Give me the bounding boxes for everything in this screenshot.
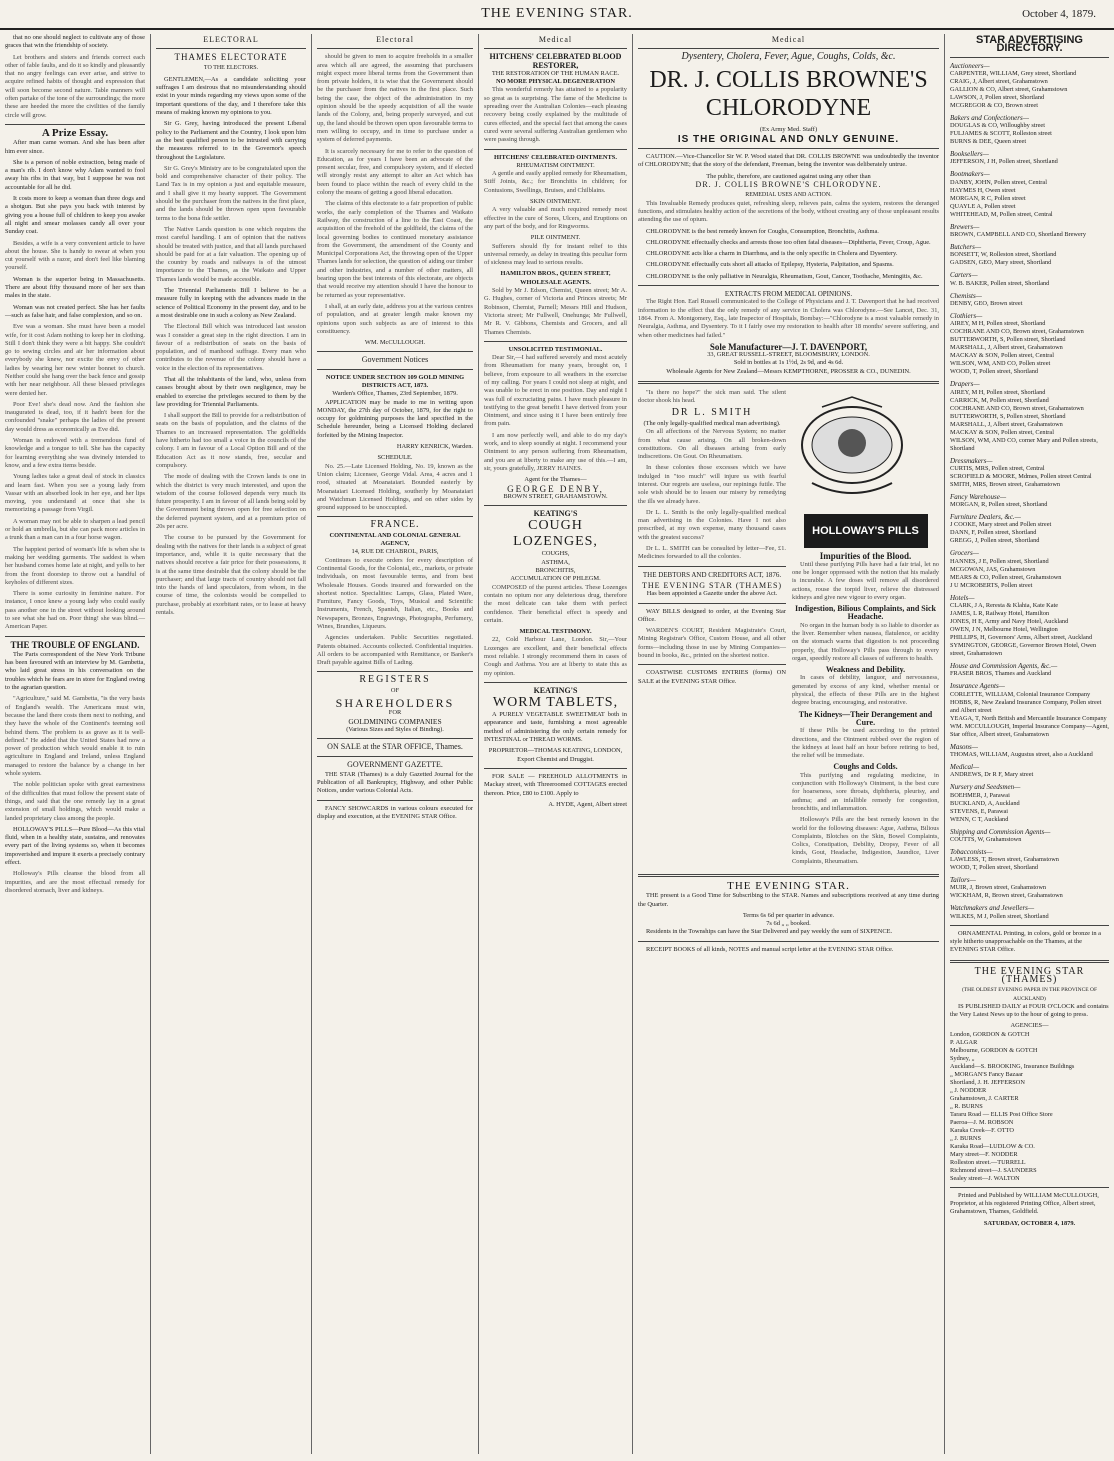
directory-entry: PHILLIPS, H, Governors' Arms, Albert street, Auckland	[950, 634, 1093, 642]
directory-category: Bakers and Confectioners—	[950, 113, 1029, 122]
directory-entry: BOEHMER, J, Parawai	[950, 791, 1010, 799]
issue-date: October 4, 1879.	[1022, 8, 1096, 20]
directory-category: Auctioneers—	[950, 61, 990, 70]
hitchens-title: HITCHENS' CELEBRATED BLOOD RESTORER,	[489, 52, 622, 70]
directory-entry: J COOKE, Mary street and Pollen street	[950, 521, 1052, 529]
directory-entry: WHITEHEAD, M, Pollen street, Central	[950, 210, 1053, 218]
directory-entry: BUTTERWORTH, S, Pollen street, Shortland	[950, 412, 1066, 420]
directory-entry: MORGAN, R C, Pollen street	[950, 194, 1026, 202]
registers-line: FOR	[388, 709, 402, 717]
extracts-head: EXTRACTS FROM MEDICAL OPINIONS.	[724, 290, 853, 299]
directory-entry: LAWLESS, T, Brown street, Grahamstown	[950, 856, 1059, 864]
france-address: 14, RUE DE CHABROL, PARIS,	[351, 548, 439, 556]
remedial-line: CHLORODYNE acts like a charm in Diarrhœa, and is the only specific in Cholera and Dysentery.	[646, 250, 898, 258]
directory-entry: HANNES, J E, Pollen street, Shortland	[950, 557, 1049, 565]
agency-entry: Sydney, „	[950, 1054, 975, 1062]
directory-entry: AIREY, M H, Pollen street, Shortland	[950, 388, 1046, 396]
directory-entry: WENN, C T, Auckland	[950, 815, 1009, 823]
directory-entry: BUTTERWORTH, S, Pollen street, Shortland	[950, 336, 1066, 344]
directory-entry: BROWN, CAMPBELL AND CO, Shortland Brewery	[950, 231, 1087, 239]
england-title: THE TROUBLE OF ENGLAND.	[10, 639, 140, 650]
section-head: ELECTORAL	[203, 35, 259, 44]
directory-entry: J U MCROBERTS, Pollen street	[950, 581, 1033, 589]
address-paragraph: GENTLEMEN,—As a candidate soliciting your suffrages I am desirous that no misunderstanding should exist in your minds regarding my views upon some of the important questions of the day, and I therefore take this means of making known my opinions to you.	[156, 75, 306, 117]
directory-category: Carters—	[950, 271, 978, 280]
agency-entry: „ MORGAN'S Fancy Bazaar	[950, 1070, 1024, 1078]
directory-category: Booksellers—	[950, 150, 989, 159]
column-5: Medical Dysentery, Cholera, Fever, Ague, Coughs, Colds, &c. DR. J. COLLIS BROWNE'S CHLORODYNE (Ex Army Med. Staff) IS THE ORIGINAL AND ONLY GENUINE. CAUTION.—Vice-Chancellor Sir W. P. Wood stated that DR. COLLIS BROWNE was undoubtedly the inventor of CHLORODYNE; that the story of the defendant, Freeman, being the inventor was deliberately untrue. The public, therefore, are cautioned against using any other than DR. J. COLLIS BROWNE'S CHLORODYNE. REMEDIAL USES AND ACTION. This Invaluable Remedy produces quiet, refreshing sleep, relieves pain, calms the system, restores the deranged functions, and stimulates healthy action of the secretions of the body, without creating any of those unpleasant results attending the use of opium. CHLORODYNE is the best remedy known for Coughs, Consumption, Bronchitis, Asthma. CHLORODYNE effectually checks and arrests those too often fatal diseases—Diphtheria, Fever, Croup, Ague. CHLORODYNE acts like a charm in Diarrhœa, and is the only specific in Cholera and Dysentery. CHLORODYNE effectually cuts short all attacks of Epilepsy, Hysteria, Palpitation, and Spasms. CHLORODYNE is the only palliative in Neuralgia, Rheumatism, Gout, Cancer, Toothache, Meningitis, &c. EXTRACTS FROM MEDICAL OPINIONS. The Right Hon. Earl Russell communicated to the College of Physicians and J. T. Davenport that he had received information to the effect that the only remedy of any service in Cholera was Chlorodyne.—See Lancet, Dec. 31, 1864. From A. Montgomery, Esq., late Inspector of Hospitals, Bombay:—"Chlorodyne is a most valuable remedy in Neuralgia, Asthma, and Dysentery. To it I fairly owe my restoration to health after 18 months' severe suffering, and when other medicines had failed." Sole Manufacturer—J. T. DAVENPORT, 33, GREAT RUSSELL-STREET, BLOOMSBURY, LONDON. Sold in bottles at 1s 1½d, 2s 9d, and 4s 6d. Wholesale Agents for New Zealand—Messrs KEMPTHORNE, PROSSER & CO., DUNEDIN. "Is there no hope?" the sick man said. The silent doctor shook his head. DR L. SMITH (The only legally-qualified medical man advertising). On all affections of the Nervous System; no matter from what cause arising. On all broken-down constitutions. On all diseases arising from early indiscretions. On Gout. On Rheumatism. In these colonies those excesses which we have indulged in "too much" will injure us with fearful interest. Our regrets are useless, our repinings futile. The sole wish should be to lessen our misery by remedying the ills we already have. Dr L. L. Smith is the only legally-qualified medical man advertising in the Colonies. Have I not also prescribed, at my own expense, many thousand cases with the greatest success? Dr L. L. SMITH can be consulted by letter—Fee, £1. Medicines forwarded to all the colonies. THE DEBTORS AND CREDITORS ACT, 1876. THE EVENING STAR (THAMES) Has been appointed a Gazette under the above Act. WAY BILLS designed to order, at the Evening Star Office. WARDEN'S COURT, Resident Magistrate's Court, Mining Registrar's Office, Custom House, and all other forms—including those in use by Mining Companies—bound in books, &c., printed on the shortest notice. COASTWISE CUSTOMS ENTRIES (forms) ON SALE at the EVENING STAR Office. HOLLOWAY'S PILLS Impurities of the Blood. Until these purifying Pills have had a fair trial, let no one be longer oppressed with the notion that his malady is incurable. A few doses will remove all disordered actions, rouse the torpid liver, relieve the distressed kidneys and give new vigour to every organ. Indigestion, Bilious Complaints, and Sick Headache. No organ in the human body is so liable to disorder as the liver. Remember when nausea, flatulence, or acidity on the stomach warns that digestion is not proceeding properly, that Holloway's Pills pass through to every organ, speedily restore all classes of sufferers to health. Weakness and Debility. In cases of debility, languor, and nervousness, generated by excess of any kind, whether mental or physical, the effects of these Pills are in the highest degree bracing, encouraging, and restorative. The Kidneys—Their Derangement and Cure. If these Pills be used according to the printed directions, and the Ointment rubbed over the region of the kidneys at least half an hour before retiring to bed, the relief will be immediate. Coughs and Colds. This purifying and regulating medicine, in conjunction with Holloway's Ointment, is the best cure for hoarseness, sore throats, diphtheria, pleurisy, and asthma; and an infallible remedy for congestion, bronchitis, and inflammation. Holloway's Pills are the best remedy known in the world for the following diseases: Ague, Asthma, Bilious Complaints, Blotches on the Skin, Bowel Complaints, Colics, Constipation, Debility, Dropsy, Fever of all kinds, Gout, Headache, Indigestion, Jaundice, Liver Complaints, Rheumatism. THE EVENING STAR. THE present is a Good Time for Subscribing to the STAR. Names and subscriptions received at any time during the Quarter. Terms 6s 6d per quarter in advance. 7s 6d „ „ booked. Residents in the Townships can have the Star Delivered and pay weekly the sum of SIXPENCE. RECEIPT BOOKS of all kinds, NOTES and manual script letter at the EVENING STAR Office.	[638, 35, 939, 953]
smith-column: "Is there no hope?" the sick man said. The silent doctor shook his head. DR L. SMITH (The only legally-qualified medical man advertising). On all affections of the Nervous System; no matter from what cause arising. On all broken-down constitutions. On all diseases arising from early indiscretions. On Gout. On Rheumatism. In these colonies those excesses which we have indulged in "too much" will injure us with fearful interest. Our regrets are useless, our repinings futile. The sole wish should be to lessen our misery by remedying the ills we already have. Dr L. L. Smith is the only legally-qualified medical man advertising in the Colonies. Have I not also prescribed, at my own expense, many thousand cases with the greatest success? Dr L. L. SMITH can be consulted by letter—Fee, £1. Medicines forwarded to all the colonies. THE DEBTORS AND CREDITORS ACT, 1876. THE EVENING STAR (THAMES) Has been appointed a Gazette under the above Act. WAY BILLS designed to order, at the Evening Star Office. WARDEN'S COURT, Resident Magistrate's Court, Mining Registrar's Office, Custom House, and all other forms—including those in use by Mining Companies—bound in books, &c., printed on the shortest notice. COASTWISE CUSTOMS ENTRIES (forms) ON SALE at the EVENING STAR Office.	[638, 389, 786, 685]
directory-category: Shipping and Commission Agents—	[950, 827, 1051, 836]
customs-text: COASTWISE CUSTOMS ENTRIES (forms) ON SALE at the EVENING STAR Office.	[638, 669, 786, 685]
showcards-text: FANCY SHOWCARDS in various colours executed for display and execution, at the EVENING STAR Office.	[317, 804, 473, 821]
agent-address: BROWN STREET, GRAHAMSTOWN.	[503, 492, 608, 500]
receipt-books-text: RECEIPT BOOKS of all kinds, NOTES and manual script letter at the EVENING STAR Office.	[646, 945, 894, 953]
directory-category: Furniture Dealers, &c.—	[950, 513, 1021, 522]
directory-entry: WM. MCCULLOUGH, Imperial Insurance Company—Agent, Star office, Albert street, Grahamstown	[950, 722, 1109, 738]
public-caution-name: DR. J. COLLIS BROWNE'S CHLORODYNE.	[695, 180, 882, 190]
chlorodyne-title: DR. J. COLLIS BROWNE'S CHLORODYNE	[649, 66, 928, 121]
indigestion-head: Indigestion, Bilious Complaints, and Sick Headache.	[795, 604, 936, 622]
agency-entry: „ J. NODDER	[950, 1086, 987, 1094]
directory-entry: BUCKLAND, A, Auckland	[950, 799, 1020, 807]
electors-salutation: TO THE ELECTORS.	[203, 64, 259, 71]
chlorodyne-topline: Dysentery, Cholera, Fever, Ague, Coughs, Colds, &c.	[681, 51, 896, 63]
wholesale-agents: Wholesale Agents for New Zealand—Messrs KEMPTHORNE, PROSSER & CO., DUNEDIN.	[666, 367, 911, 375]
lozenges-use: ASTHMA,	[541, 558, 570, 566]
directory-entry: WILKES, M J, Pollen street, Shortland	[950, 912, 1049, 920]
directory-entry: DANBY, JOHN, Pollen street, Central	[950, 178, 1047, 186]
england-paragraph: The Paris correspondent of the New York Tribune has been favoured with an interview by M. Gambetta, who laid great stress in his conversation on the troubles which he fears are in store for England owing to the agrarian question.	[5, 650, 145, 692]
directory-category: House and Commission Agents, &c.—	[950, 662, 1058, 671]
smith-sub: (The only legally-qualified medical man advertising).	[643, 419, 781, 427]
column-2: ELECTORAL THAMES ELECTORATE TO THE ELECTORS. GENTLEMEN,—As a candidate soliciting your suffrages I am desirous that no misunderstanding should exist in your minds regarding my views upon some of the important questions of the day, and I therefore take this means of making known my opinions to you. Sir G. Grey, having introduced the present Liberal policy to the Parliament and the Country, I look upon him as the best qualified person to be intrusted with carrying the measures referred to in the Governor's speech throughout the Legislature. Sir G. Grey's Ministry are to be congratulated upon the bold and comprehensive character of their policy. The Land Tax is in my opinion a just and equitable measure, and I shall give it my hearty support. The Government should be the purchaser from the natives in the first place, and the lands should be thrown open upon favourable terms to the bona fide settler. The Native Lands question is one which requires the most careful handling. I am of opinion that the natives should be treated with justice, and that all lands purchased should be paid for at a fair valuation. The opening up of the country by roads and railways is of the utmost importance to the Thames, as the Waikato and Upper Thames lands would be made accessible. The Triennial Parliaments Bill I believe to be a measure fully in keeping with the advances made in the science of Political Economy in the present day, and to be a most desirable one in such a colony as New Zealand. The Electoral Bill which was introduced last session was I consider a great step in the right direction. I am in favour of a redistribution of seats on the basis of population, and of manhood suffrage. Every man who contributes to the revenue of the colony should have a voice in the election of its representatives. That all the inhabitants of the land, who, unless from causes brought about by their own negligence, may be enabled to exercise the privileges secured to them by the law providing for Triennial Parliaments. I shall support the Bill to provide for a redistribution of seats on the basis of population, and the claims of the Thames to an increased representation. The goldfields have hitherto had too small a voice in the councils of the colony. I am in favour of a Local Option Bill and of the Education Act as it now stands, free, secular and compulsory. The mode of dealing with the Crown lands is one in which the district is very much interested, and upon the wisdom of the course followed depends very much its future prosperity. I am in favour of all lands being sold by the Government being thrown open for free selection on the deferred payment system, and at a premium price of 20s per acre. The course to be pursued by the Government for dealing with the natives for their lands is a subject of great importance, and, while it is quite necessary that the natives should receive a fair price for their possessions, it is at the same time desirable that the colony should be the purchaser; and that large tracts of country should not fall into the hands of land speculators, from whom, in the course of time, the colonists would be compelled to purchase, probably at exorbitant rates, or to lease at heavy rentals.	[156, 35, 306, 616]
column-1: that no one should neglect to cultivate any of those graces that win the friendship of society. Let brothers and sisters and friends correct each other of fable faults, and do it so kindly and pleasantly that no angry feelings can ever arise, and strive to acquire refined habits of thought and expression that will soon become second nature. Table manners will often partake of the tone of the surroundings; the more these are heeded the more the civilities of the family circle will grow. A Prize Essay. After man came woman. And she has been after him ever since. She is a person of noble extraction, being made of a man's rib. I don't know why Adam wanted to fool away his ribs in that way, but I suppose he was not accountable for all he did. It costs more to keep a woman than three dogs and a shotgun. But she pays you back with interest by giving you a house full of children to keep you awake all night and smear molasses candy all over your Sunday coat. Besides, a wife is a very convenient article to have about the house. She is handy to swear at when you cut yourself with a razor, and don't feel like blaming yourself. Woman is the superior being in Massachusetts. There are about fifty thousand more of her sex than males in the state. Woman was not created perfect. She has her faults—such as false hair, and false complexion, and so on. Eve was a woman. She must have been a model wife, for it cost Adam nothing to keep her in clothing. Still I don't think they were a bit happy. She couldn't go to sewing circles and air her information about everybody she knew, nor excite the envy of other ladies by wearing her new winter bonnet to church. Neither could she hang over the back fence and gossip with her near neighbour. All these blessed privileges were denied her. Poor Eve! she's dead now. And the fashion she inaugurated is dead, too, if it hadn't been for the confounded "snake" perhaps the ladies of the present day would dress as economically as Eve did. Woman is endowed with a tremendous fund of knowledge and a tongue to tell. She has the capacity for learning everything she was divinely intended to know, and a few extra items beside. Young ladies take a great deal of stock in classics and learn fast. When you see a young lady from Vassar with an absorbed look in her eye, and her lips moving, you understand at once that she is memorizing a passage from Virgil. A woman may not be able to sharpen a lead pencil or hold an umbrella, but she can pack more articles in a trunk than a man can in a four horse wagon. The happiest period of woman's life is when she is making her wedding garments. The saddest is when her husband comes home late at night, and yells to her from the front doorstep to throw out a handful of keyholes of different sizes. There is some curiosity in feminine nature. For instance, I once knew a young lady who could easily pass another one in the street without looking around to see what she had on. Poor thing! she was blind.—American Paper. THE TROUBLE OF ENGLAND. The Paris correspondent of the New York Tribune has been favoured with an interview by M. Gambetta, who laid great stress in his conversation on the troubles which he fears are in store for England owing to the agrarian question. "Agriculture," said M. Gambetta, "is the very basis of England's wealth. The Americans must win, because the land there costs them next to nothing, and they have the whole of the Continent's teeming soil behind them. The problem is as grave as it is well-defined." He added that the United States had now a power of production which would enable it to ruin agriculture in England and Ireland, unless England managed to restore the balance by a change in her whole system. The noble politician spoke with great earnestness of the difficulties that must follow the present state of things, and said that the one remedy lay in a great extension of small holdings, which would make a landed proprietary class among the people. HOLLOWAY'S PILLS—Pure Blood—As this vital fluid, when in a healthy state, sustains, and renovates every part of the living systems so, when it becomes impoverished and impure it exerts a precisely contrary effect. Holloway's Pills cleanse the blood from all impurities, and are the most effectual remedy for disordered stomach, liver and kidneys.	[5, 34, 145, 894]
skin-title: SKIN OINTMENT.	[530, 198, 581, 206]
essay-paragraph: After man came woman. And she has been after him ever since.	[5, 139, 145, 155]
remedial-line: CHLORODYNE is the only palliative in Neuralgia, Rheumatism, Gout, Cancer, Toothache, Meningitis, &c.	[646, 272, 923, 280]
directory-entry: COCHRANE AND CO, Brown street, Grahamstown	[950, 404, 1084, 412]
directory-entry: LAWSON, J, Pollen street, Shortland	[950, 93, 1045, 101]
agency-entry: Mary street—F. NODDER	[950, 1150, 1018, 1158]
ointments-title: HITCHENS' CELEBRATED OINTMENTS.	[494, 153, 617, 161]
smith-title: DR L. SMITH	[671, 406, 753, 418]
subscribe-line: Terms 6s 6d per quarter in advance.	[742, 911, 835, 919]
directory-entry: CURTIS, MRS, Pollen street, Central	[950, 464, 1045, 472]
registers-note: (Various Sizes and Styles of Binding).	[346, 725, 444, 733]
directory-entry: SYMINGTON, GEORGE, Governor Brown Hotel, Owen street, Grahamstown	[950, 642, 1097, 658]
directory-entry: GADSEN, GEO, Mary street, Shortland	[950, 259, 1052, 267]
remedial-line: CHLORODYNE is the best remedy known for Coughs, Consumption, Bronchitis, Asthma.	[646, 227, 879, 235]
registers-title: REGISTERS	[359, 674, 431, 686]
directory-sections	[950, 62, 1109, 921]
essay-paragraph: Woman was not created perfect. She has her faults—such as false hair, and false complexion, and so on.	[5, 303, 145, 319]
notice-line: HARRY KENRICK, Warden.	[396, 443, 473, 451]
worm-proprietor: PROPRIETOR—THOMAS KEATING, LONDON, Export Chemist and Druggist.	[488, 747, 623, 763]
agency-entry: Paeroa—J. M. ROBSON	[950, 1118, 1014, 1126]
gazette-text: THE STAR (Thames) is a duly Gazetted Journal for the Publication of all Bankruptcy, Highway, and other Public Notices, under various Colonial Acts.	[317, 770, 473, 795]
directory-category: Hotels—	[950, 593, 975, 602]
directory-category: Brewers—	[950, 222, 980, 231]
essay-title: A Prize Essay.	[41, 126, 109, 139]
essay-paragraph: Woman is the superior being in Massachusetts. There are about fifty thousand more of her sex than males in the state.	[5, 275, 145, 300]
directory-entry: WICKHAM, R, Brown street, Grahamstown	[950, 892, 1063, 900]
printed-by: Printed and Published by WILLIAM McCULLOUGH, Proprietor, at his registered Printing Office, Albert street, Grahamstown, Thames, Goldfield.	[950, 1191, 1099, 1216]
lozenges-use: ACCUMULATION OF PHLEGM.	[510, 575, 601, 583]
directory-entry: JAMES, L R, Railway Hotel, Hamilton	[950, 610, 1050, 618]
schedule-head: SCHEDULE.	[377, 454, 413, 462]
es-thames-head: THE EVENING STAR (THAMES)	[641, 580, 783, 590]
section-head: Electoral	[376, 35, 414, 44]
directory-entry: CLARK, J A, Reresta & Klahia, Kate Kate	[950, 602, 1059, 610]
directory-category: Medical—	[950, 762, 980, 771]
directory-entry: MACKAY & SON, Pollen street, Central	[950, 352, 1054, 360]
agencies-head: AGENCIES—	[1010, 1022, 1049, 1030]
dateline: SATURDAY, OCTOBER 4, 1879.	[983, 1219, 1076, 1227]
directory-entry: DANN, F, Pollen street, Shortland	[950, 529, 1037, 537]
notice-line: APPLICATION may be made to me in writing upon MONDAY, the 27th day of October, 1879, for the right to occupy for goldmining purposes the land specified in the Schedule hereunder, being a Licensed Holding declared forfeited by the Mining Inspector.	[317, 398, 473, 439]
directory-entry: MACKAY & SON, Pollen street, Central	[950, 428, 1054, 436]
directory-category: Tailors—	[950, 876, 976, 885]
holloway-paragraph: HOLLOWAY'S PILLS—Pure Blood—As this vital fluid, when in a healthy state, sustains, and renovates every part of the living systems so, when it becomes impoverished and impure it exerts a precisely contrary effect.	[5, 825, 145, 867]
newspaper-title: THE EVENING STAR.	[481, 6, 633, 21]
maker-price: Sold in bottles at 1s 1½d, 2s 9d, and 4s 6d.	[733, 359, 844, 367]
essay-paragraph: She is a person of noble extraction, being made of a man's rib. I don't know why Adam wanted to fool away his ribs in that way, but I suppose he was not accountable for all he did.	[5, 158, 145, 191]
remedial-line: CHLORODYNE effectually cuts short all attacks of Epilepsy, Hysteria, Palpitation, and Spasms.	[646, 261, 894, 269]
maker-name: Sole Manufacturer—J. T. DAVENPORT,	[709, 341, 868, 352]
directory-entry: HOBBS, R, New Zealand Insurance Company, Pollen street and Albert street	[950, 698, 1102, 714]
column-3: Electoral should be given to men to acquire freeholds in a smaller area which all are agreed, the assuming that purchasers might expect more liberal terms from the Government than from private holders, it is wise that the Government should be the purchaser from the natives in the first place. Such being the case, the object of the administration in my opinion should be the speedy acquisition of all the waste lands of the Colony, and, being properly surveyed, and cut up, the land should be thrown open upon favourable terms to men willing to occupy, and in time to purchase under a system of deferred payments. It is scarcely necessary for me to refer to the question of Education, as for years I have been an advocate of the present secular, free, and compulsory system, and if elected will strongly resist any attempt to alter an Act which has been found to place within the reach of every child in the colony the means of getting a good liberal education. The claims of this electorate to a fair proportion of public works, the early completion of the Thames and Waikato Railway, the construction of a line to the East Coast, the acquisition of the freehold of the goldfield, the claims of the local governing bodies to continued monetary assistance from the Government, the amendment of the County and Municipal Corporations Act, the throwing open of the Upper Thames lands for selection, the question of aiding our timber and other industries, and a number of other matters, all bearing upon the best interests of this electorate, are objects that would receive my attention should I have the honour to be returned as your representative. I shall, at an early date, address you at the various centres of population, and at greater length make known my opinions upon such subjects as are of interest to this constituency. WM. McCULLOUGH. Government Notices NOTICE UNDER SECTION 109 GOLD MINING DISTRICTS ACT, 1873. Warden's Office, Thames, 23rd September, 1879. APPLICATION may be made to me in writing upon MONDAY, the 27th day of October, 1879, for the right to occupy for goldmining purposes the land specified in the Schedule hereunder, being a Licensed Holding declared forfeited by the Mining Inspector. HARRY KENRICK, Warden. SCHEDULE. No. 25.—Late Licensed Holding, No. 19, known as the Union claim; Licensee, George Vidal. Area, 4 acres and 1 rood, situated at Moanataiari. Bounded easterly by Moanataiari Licensed Holding, southerly by Moanataiari and Watchman Licensed Holdings, and on other sides by ground supposed to be unoccupied. FRANCE. CONTINENTAL AND COLONIAL GENERAL AGENCY, 14, RUE DE CHABROL, PARIS, Continues to execute orders for every description of Continental Goods, for the Colonial, etc., markets, or private individuals, on most favourable terms, and from best Wholesale Houses. Goods insured and forwarded on the shortest notice. Specialities: Lamps, Glass, Plated Ware, Furniture, Fancy Goods, Toys, Musical and Scientific Instruments, French, Spanish, Italian, etc., Books and Newspapers, Bronzes, Engravings, Photographs, Perfumery, Wines, Brandies, Liqueurs. Agencies undertaken. Public Securities negotiated. Patents obtained. Accounts collected. Confidential inquiries. All orders to be accompanied with Remittance, or Banker's Draft payable against Bills of Lading. REGISTERS OF SHAREHOLDERS FOR GOLDMINING COMPANIES (Various Sizes and Styles of Binding). ON SALE at the STAR OFFICE, Thames. GOVERNMENT GAZETTE. THE STAR (Thames) is a duly Gazetted Journal for the Publication of all Bankruptcy, Highway, and other Public Notices, under various Colonial Acts. FANCY SHOWCARDS in various colours executed for display and execution, at the EVENING STAR Office.	[317, 35, 473, 821]
agency-entry: Karaka Road—LUDLOW & CO.	[950, 1142, 1035, 1150]
directory-category: Nursery and Seedsmen—	[950, 783, 1021, 792]
directory-entry: MUIR, J, Brown street, Grahamstown	[950, 884, 1047, 892]
chlorodyne-sub: (Ex Army Med. Staff)	[759, 125, 818, 133]
govt-notices-head: Government Notices	[361, 355, 429, 365]
agency-entry: London, GORDON & GOTCH	[950, 1030, 1030, 1038]
directory-entry: MARSHALL, J, Albert street, Grahamstown	[950, 420, 1063, 428]
directory-category: Chemists—	[950, 291, 982, 300]
directory-category: Dressmakers—	[950, 456, 993, 465]
weakness-head: Weakness and Debility.	[825, 665, 906, 675]
public-caution: The public, therefore, are cautioned against using any other than	[706, 172, 871, 180]
es-subtitle: (THE OLDEST EVENING PAPER IN THE PROVINCE OF AUCKLAND)	[961, 987, 1098, 1002]
agency-entry: P. ALGAR	[950, 1038, 978, 1046]
on-sale-notice: ON SALE at the STAR OFFICE, Thames.	[327, 742, 463, 752]
agency-entry: Richmond street—J. SAUNDERS	[950, 1166, 1037, 1174]
france-agency: CONTINENTAL AND COLONIAL GENERAL AGENCY,	[329, 531, 461, 548]
directory-entry: WOOD, T, Pollen street, Shortland	[950, 368, 1039, 376]
chlorodyne-genuine: IS THE ORIGINAL AND ONLY GENUINE.	[677, 133, 900, 145]
directory-entry: YEAGA, T, North British and Mercantile Insurance Company	[950, 714, 1107, 722]
es-subscribe-title: THE EVENING STAR.	[727, 880, 850, 892]
agency-list	[950, 1031, 1109, 1183]
notice-line: Warden's Office, Thames, 23rd September, 1879.	[332, 390, 458, 398]
column-4: Medical HITCHENS' CELEBRATED BLOOD RESTORER, THE RESTORATION OF THE HUMAN RACE. NO MORE PHYSICAL DEGENERATION This wonderful remedy has attained to a popularity so great as is surprising. The fame of the Medicine is spreading over the Australian Colonies—each pleasing recovery being costly explained by the multitude of cures effected, and the special fact that among the cases cured were several suffering Australian gentlemen who were passing through. HITCHENS' CELEBRATED OINTMENTS. RHEUMATISM OINTMENT. A gentle and easily applied remedy for Rheumatism, Stiff Joints, &c.; for Bronchitis in children; for Contusions, Swellings, Bruises, and Chilblains. SKIN OINTMENT. A very valuable and much required remedy most effective in the cure of Sores, Ulcers, and Eruptions on any part of the body, and for Ringworms. PILE OINTMENT. Sufferers should fly for instant relief to this universal remedy, as delay in treating this peculiar form of sickness may lead to serious results. HAMILTON BROS., QUEEN STREET, WHOLESALE AGENTS. Sold by Mr J. Edson, Chemist, Queen street; Mr A. G. Hughes, corner of Victoria and Princes streets; Mr Robinson, Chemist, Parnell; Messrs Hill and Hudson, Victoria street; Mr Fullwell, Onehunga; Mr Fullwell, Mr R. V. Gibbons, Chemists and Grocers, and all Thames Chemists. UNSOLICITED TESTIMONIAL. Dear Sir,—I had suffered severely and most acutely from Rheumatism for many years, brought on, I believe, from exposure to all weathers in the exercise of my calling. For years I could not sleep at night, and was unable to be erect in one position. Day and night I was full of excruciating pains. I have much pleasure in testifying to the great benefit I have derived from your Ointment, and since using it I have been entirely free from pain. I am now perfectly well, and able to do my day's work, and to sleep soundly at night. I recommend your Ointment to any person suffering from Rheumatism, and you are at liberty to make any use of this.—I am, sir, yours gratefully, JERRY HAINES. Agent for the Thames— GEORGE DENBY, BROWN STREET, GRAHAMSTOWN. KEATING'S COUGH LOZENGES, COUGHS, ASTHMA, BRONCHITIS, ACCUMULATION OF PHLEGM. COMPOSED of the purest articles. These Lozenges contain no opium nor any deleterious drug, therefore the most delicate can take them with perfect confidence. Their beneficial effect is speedy and certain. MEDICAL TESTIMONY. 22, Cold Harbour Lane, London. Sir,—Your Lozenges are excellent, and their beneficial effects most reliable. I strongly recommend them in cases of Cough and Asthma. You are at liberty to state this as my opinion. KEATING'S WORM TABLETS, A PURELY VEGETABLE SWEETMEAT both in appearance and taste, furnishing a most agreeable method of administering the only certain remedy for INTESTINAL or THREAD WORMS. PROPRIETOR—THOMAS KEATING, LONDON, Export Chemist and Druggist. FOR SALE — FREEHOLD ALLOTMENTS in Mackay street, with Threeroomed COTTAGES erected thereon. Price, £80 to £100. Apply to A. HYDE, Agent, Albert street	[484, 35, 627, 808]
agency-entry: Melbourne, GORDON & GOTCH	[950, 1046, 1038, 1054]
agency-entry: „ R. BURNS	[950, 1102, 983, 1110]
directory-entry: QUAYLE A, Pollen street	[950, 202, 1016, 210]
directory-entry: GALLION & CO, Albert street, Grahamstown	[950, 85, 1068, 93]
directory-category: Fancy Warehouse—	[950, 492, 1007, 501]
maker-address: 33, GREAT RUSSELL-STREET, BLOOMSBURY, LONDON.	[707, 351, 870, 359]
electorate-title: THAMES ELECTORATE	[174, 52, 288, 63]
caution-text: CAUTION.—Vice-Chancellor Sir W. P. Wood stated that DR. COLLIS BROWNE was undoubtedly the inventor of CHLORODYNE; that the story of the defendant, Freeman, being the inventor was deliberately untrue.	[638, 153, 939, 169]
for-sale-agent: A. HYDE, Agent, Albert street	[548, 800, 627, 808]
no-more-degeneration: NO MORE PHYSICAL DEGENERATION	[495, 78, 615, 86]
directory-category: Butchers—	[950, 243, 982, 252]
directory-entry: ANDREWS, Dr R F, Mary street	[950, 771, 1034, 779]
agency-entry: „ J. BURNS	[950, 1134, 981, 1142]
directory-entry: MARSHALL, J, Albert street, Grahamstown	[950, 344, 1063, 352]
agency-entry: Rolleston street.—TURRELL	[950, 1158, 1026, 1166]
directory-category: Drapers—	[950, 380, 980, 389]
directory-entry: COUTTS, W, Grahamstown	[950, 835, 1022, 843]
holloways-pills-banner: HOLLOWAY'S PILLS	[804, 514, 928, 548]
directory-entry: AIREY, M H, Pollen street, Shortland	[950, 320, 1046, 328]
pile-title: PILE OINTMENT.	[530, 234, 581, 242]
directory-entry: JEFFERSON, J H, Pollen street, Shortland	[950, 158, 1058, 166]
directory-entry: CARRICK, M, Pollen street, Shortland	[950, 396, 1049, 404]
directory-entry: FRASER BROS, Thames and Auckland	[950, 670, 1052, 678]
agency-entry: Sealey street—J. WALTON	[950, 1174, 1020, 1182]
essay-paragraph: It costs more to keep a woman than three dogs and a shotgun. But she pays you back with interest by giving you a house full of children to keep you awake all night and smear molasses candy all over your Sunday coat.	[5, 195, 145, 236]
france-head: FRANCE.	[370, 519, 420, 531]
agency-entry: Tararu Road — ELLIS Post Office Store	[950, 1110, 1053, 1118]
section-head: Medical	[538, 35, 573, 44]
directory-entry: CORLETTE, WILLIAM, Colonial Insurance Company	[950, 690, 1091, 698]
worm-text: A PURELY VEGETABLE SWEETMEAT both in appearance and taste, furnishing a most agreeable method of administering the only certain remedy for INTESTINAL or THREAD WORMS.	[484, 711, 627, 744]
directory-entry: BONSETT, W, Rolleston street, Shortland	[950, 251, 1057, 259]
lozenges-title: COUGH LOZENGES,	[513, 518, 598, 550]
directory-entry: DENBY, GEO, Brown street	[950, 299, 1023, 307]
es-title: THE EVENING STAR (THAMES)	[974, 965, 1085, 985]
remedial-head: REMEDIAL USES AND ACTION.	[745, 192, 832, 199]
directory-category: Clothiers—	[950, 311, 983, 320]
es-publication: IS PUBLISHED DAILY at FOUR O'CLOCK and contains the Very Latest News up to the hour of going to press.	[950, 1002, 1109, 1019]
rheumatism-title: RHEUMATISM OINTMENT.	[516, 161, 595, 169]
directory-entry: BURNS & DEE, Queen street	[950, 138, 1027, 146]
subscribe-line: 7s 6d „ „ booked.	[766, 920, 811, 928]
address-paragraph: The Triennial Parliaments Bill I believe to be a measure fully in keeping with the advances made in the science of Political Economy in the present day, and to be a most desirable one in such a colony as New Zealand.	[156, 287, 306, 319]
directory-entry: MORGAN, R, Pollen street, Shortland	[950, 501, 1048, 509]
for-sale-text: FOR SALE — FREEHOLD ALLOTMENTS in Mackay street, with Threeroomed COTTAGES erected thereon. Price, £80 to £100. Apply to	[484, 772, 627, 797]
directory-entry: COCHRANE AND CO, Brown street, Grahamstown	[950, 328, 1084, 336]
lower-split	[638, 389, 939, 869]
directory-category: Masons—	[950, 742, 979, 751]
kidneys-head: The Kidneys—Their Derangement and Cure.	[798, 709, 933, 727]
hitchens-sub: THE RESTORATION OF THE HUMAN RACE.	[491, 69, 620, 77]
column-6-directory	[945, 34, 1114, 1454]
signature: WM. McCULLOUGH.	[364, 339, 426, 347]
directory-entry: CARPENTER, WILLIAM, Grey street, Shortland	[950, 69, 1077, 77]
address-paragraph: Sir G. Grey, having introduced the present Liberal policy to the Parliament and the Country, I look upon him as the best qualified person to be intrusted with carrying the measures referred to in the Governor's speech throughout the Legislature.	[156, 120, 306, 161]
subscribe-line: THE present is a Good Time for Subscribing to the STAR. Names and subscriptions received at any time during the Quarter.	[638, 892, 939, 908]
subscribe-line: Residents in the Townships can have the Star Delivered and pay weekly the sum of SIXPENCE.	[646, 928, 893, 936]
directory-entry: HAYMES H, Owen street	[950, 186, 1016, 194]
directory-entry: CRAIG, J, Albert street, Grahamstown	[950, 77, 1048, 85]
notice-title: NOTICE UNDER SECTION 109 GOLD MINING DISTRICTS ACT, 1873.	[325, 373, 465, 389]
section-head: Medical	[771, 35, 806, 44]
registers-line: SHAREHOLDERS	[335, 696, 455, 711]
agency-entry: Grahamstown, J. CARTER	[950, 1094, 1019, 1102]
holloway-column: HOLLOWAY'S PILLS Impurities of the Blood. Until these purifying Pills have had a fair trial, let no one be longer oppressed with the notion that his malady is incurable. A few doses will remove all disordered actions, rouse the torpid liver, relieve the distressed kidneys and give new vigour to every organ. Indigestion, Bilious Complaints, and Sick Headache. No organ in the human body is so liable to disorder as the liver. Remember when nausea, flatulence, or acidity on the stomach warns that digestion is not proceeding properly, that Holloway's Pills pass through to every organ, speedily restore all classes of sufferers to health. Weakness and Debility. In cases of debility, languor, and nervousness, generated by excess of any kind, whether mental or physical, the effects of these Pills are in the highest degree bracing, encouraging, and restorative. The Kidneys—Their Derangement and Cure. If these Pills be used according to the printed directions, and the Ointment rubbed over the region of the kidneys at least half an hour before retiring to bed, the relief will be immediate. Coughs and Colds. This purifying and regulating medicine, in conjunction with Holloway's Ointment, is the best cure for hoarseness, sore throats, diphtheria, pleurisy, and asthma; and an infallible remedy for congestion, bronchitis, and inflammation. Holloway's Pills are the best remedy known in the world for the following diseases: Ague, Asthma, Bilious Complaints, Blotches on the Skin, Bowel Complaints, Colics, Constipation, Debility, Dropsy, Fever of all kinds, Gout, Headache, Indigestion, Jaundice, Liver Complaints, Rheumatism.	[792, 389, 939, 869]
remedial-line: CHLORODYNE effectually checks and arrests those too often fatal diseases—Diphtheria, Fever, Croup, Ague.	[646, 238, 931, 246]
directory-entry: MCGREGOR & CO, Brown street	[950, 101, 1038, 109]
debtors-head: THE DEBTORS AND CREDITORS ACT, 1876.	[642, 570, 782, 579]
directory-category: Bootmakers—	[950, 170, 990, 179]
directory-entry: W. B. BAKER, Pollen street, Shortland	[950, 279, 1050, 287]
directory-entry: MEARS & CO, Pollen street, Grahamstown	[950, 573, 1062, 581]
registers-line: GOLDMINING COMPANIES	[348, 716, 442, 726]
directory-entry: FULJAMES & SCOTT, Rolleston street	[950, 130, 1052, 138]
agent-name: GEORGE DENBY,	[507, 483, 604, 494]
address-paragraph: That all the inhabitants of the land, who, unless from causes brought about by their own negligence, may be enabled to exercise the privileges secured to them by the law providing for Triennial Parliaments.	[156, 375, 306, 408]
directory-entry: JONES, H E, Army and Navy Hotel, Auckland	[950, 618, 1069, 626]
directory-entry: MCGOWAN, JAS, Grahamstown	[950, 565, 1036, 573]
masthead	[0, 0, 1114, 30]
directory-category: Watchmakers and Jewellers—	[950, 904, 1035, 913]
directory-entry: WILSON, WM, AND CO, corner Mary and Pollen streets, Shortland	[950, 436, 1098, 452]
keating-brand-2: KEATING'S	[533, 685, 578, 695]
holloway-crest-icon	[792, 393, 912, 503]
intro-text: that no one should neglect to cultivate any of those graces that win the friendship of society.	[5, 34, 145, 50]
directory-entry: SMITH, MRS, Brown street, Grahamstown	[950, 480, 1061, 488]
directory-category: Tobacconists—	[950, 847, 993, 856]
directory-entry: OWEN, J N, Melbourne Hotel, Wellington	[950, 626, 1058, 634]
registers-line: OF	[390, 686, 400, 694]
directory-entry: WILSON, WM, AND CO, Pollen street	[950, 360, 1051, 368]
hamilton-agents: HAMILTON BROS., QUEEN STREET, WHOLESALE AGENTS.	[500, 270, 611, 286]
directory-entry: GREGG, J, Pollen street, Shortland	[950, 537, 1040, 545]
testimonial-title: UNSOLICITED TESTIMONIAL.	[508, 345, 603, 353]
coughs-head: Coughs and Colds.	[833, 762, 898, 772]
directory-entry: STEVENS, E, Parawai	[950, 807, 1009, 815]
medical-testimony: MEDICAL TESTIMONY.	[519, 628, 592, 636]
worm-title: WORM TABLETS,	[492, 695, 619, 711]
agency-entry: Shortland, J. H. JEFFERSON	[950, 1078, 1025, 1086]
gazette-head: GOVERNMENT GAZETTE.	[347, 759, 443, 769]
directory-category: Grocers—	[950, 549, 979, 558]
keating-brand: KEATING'S	[533, 509, 578, 519]
agency-entry: Auckland—S. BROOKING, Insurance Buildings	[950, 1062, 1075, 1070]
directory-entry: WOOD, T, Pollen street, Shortland	[950, 864, 1039, 872]
waybills-text: WAY BILLS designed to order, at the Evening Star Office.	[638, 607, 786, 623]
impurities-head: Impurities of the Blood.	[819, 551, 912, 562]
lozenges-use: BRONCHITIS,	[535, 567, 576, 575]
lozenges-use: COUGHS,	[541, 550, 570, 558]
directory-entry: SCROFIELD & MOORE, Mdmes, Pollen street Central	[950, 472, 1092, 480]
gazette-note: Has been appointed a Gazette under the above Act.	[646, 590, 778, 598]
agency-entry: Karaka Creek—F. OTTO	[950, 1126, 1014, 1134]
directory-entry: THOMAS, WILLIAM, Augustus street, also a Auckland	[950, 750, 1093, 758]
directory-entry: DOUGLAS & CO, Willoughby street	[950, 122, 1045, 130]
directory-title: STAR ADVERTISING DIRECTORY.	[976, 34, 1083, 55]
directory-category: Insurance Agents—	[950, 682, 1005, 691]
ornamental-printing: ORNAMENTAL Printing, in colors, gold or bronze in a style hitherto unapproachable on the Thames, at the EVENING STAR Office.	[950, 929, 1102, 954]
